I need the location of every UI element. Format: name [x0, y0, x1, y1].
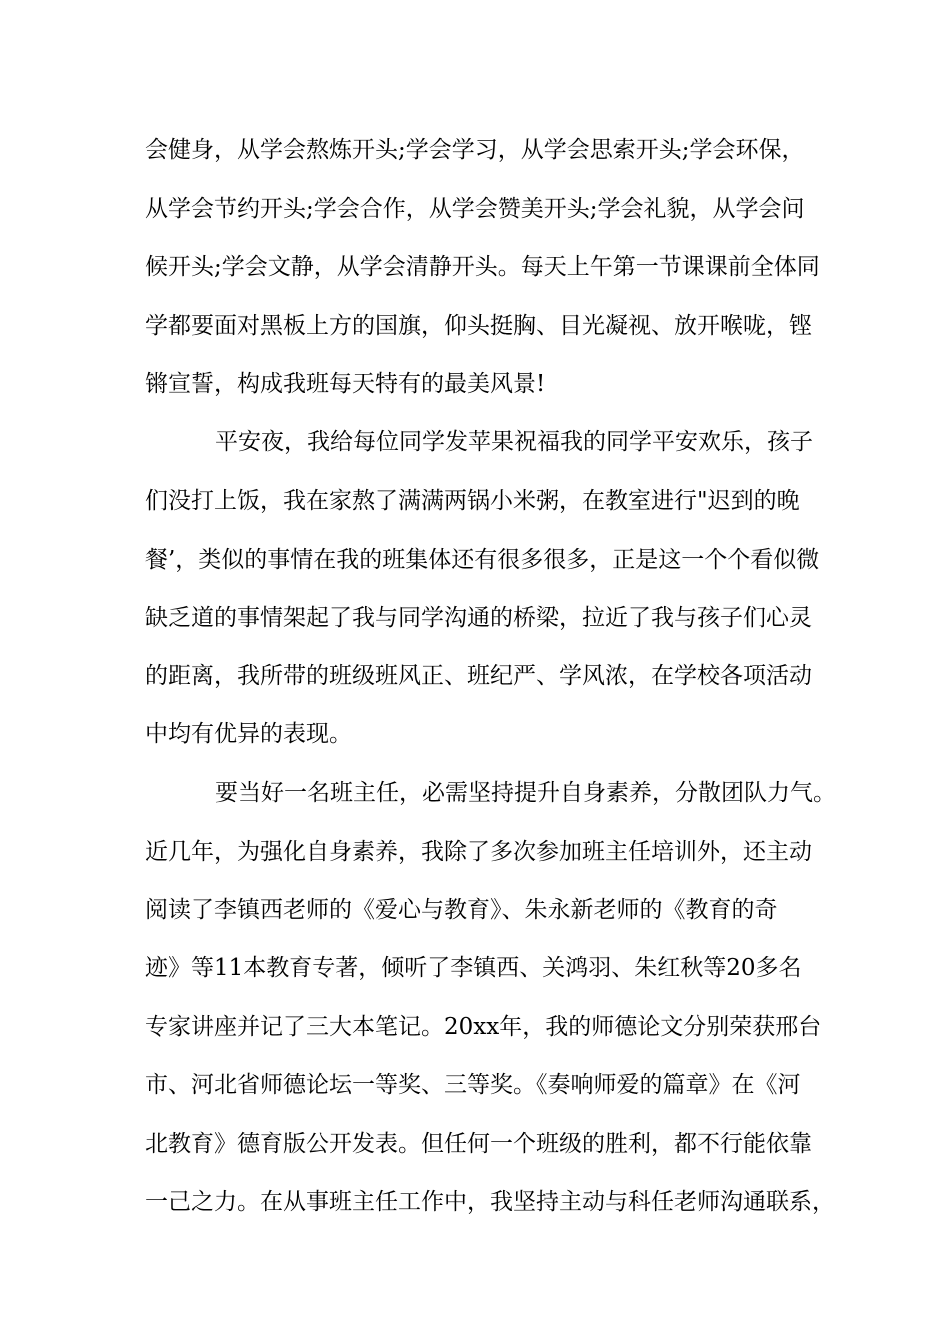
text-line: 的距离，我所带的班级班风正、班纪严、学风浓，在学校各项活动 — [145, 663, 812, 689]
text-line: 市、河北省师德论坛一等奖、三等奖。《奏响师爱的篇章》在《河 — [145, 1072, 801, 1098]
text-line: 阅读了李镇西老师的《爱心与教育》、朱永新老师的《教育的奇 — [145, 897, 778, 923]
text-line: 们没打上饭，我在家熬了满满两锅小米粥，在教室进行"迟到的晚 — [145, 488, 800, 514]
text-line: 中均有优异的表现。 — [145, 721, 352, 747]
text-line: 锵宣誓，构成我班每天特有的最美风景! — [145, 371, 546, 397]
text-line: 餐’，类似的事情在我的班集体还有很多很多，正是这一个个看似微 — [145, 547, 820, 573]
paragraph-first-line: 要当好一名班主任，必需坚持提升自身素养，分散团队力气。 — [215, 780, 836, 806]
text-line: 近几年，为强化自身素养，我除了多次参加班主任培训外，还主动 — [145, 839, 812, 865]
text-line: 候开头;学会文静，从学会清静开头。每天上午第一节课课前全体同 — [145, 254, 820, 280]
text-line: 从学会节约开头;学会合作，从学会赞美开头;学会礼貌，从学会问 — [145, 196, 805, 222]
text-line: 迹》等11本教育专著，倾听了李镇西、关鸿羽、朱红秋等20多名 — [145, 955, 802, 981]
text-line: 会健身，从学会熬炼开头;学会学习，从学会思索开头;学会环保， — [145, 137, 805, 163]
text-line: 缺乏道的事情架起了我与同学沟通的桥梁，拉近了我与孩子们心灵 — [145, 605, 812, 631]
text-line: 北教育》德育版公开发表。但任何一个班级的胜利，都不行能依靠 — [145, 1131, 812, 1157]
text-line: 学都要面对黑板上方的国旗，仰头挺胸、目光凝视、放开喉咙，铿 — [145, 313, 812, 339]
paragraph-first-line: 平安夜，我给每位同学发苹果祝福我的同学平安欢乐，孩子 — [215, 429, 813, 455]
text-line: 专家讲座并记了三大本笔记。20xx年，我的师德论文分别荣获邢台 — [145, 1014, 822, 1040]
text-line: 一己之力。在从事班主任工作中，我坚持主动与科任老师沟通联系， — [145, 1189, 835, 1215]
